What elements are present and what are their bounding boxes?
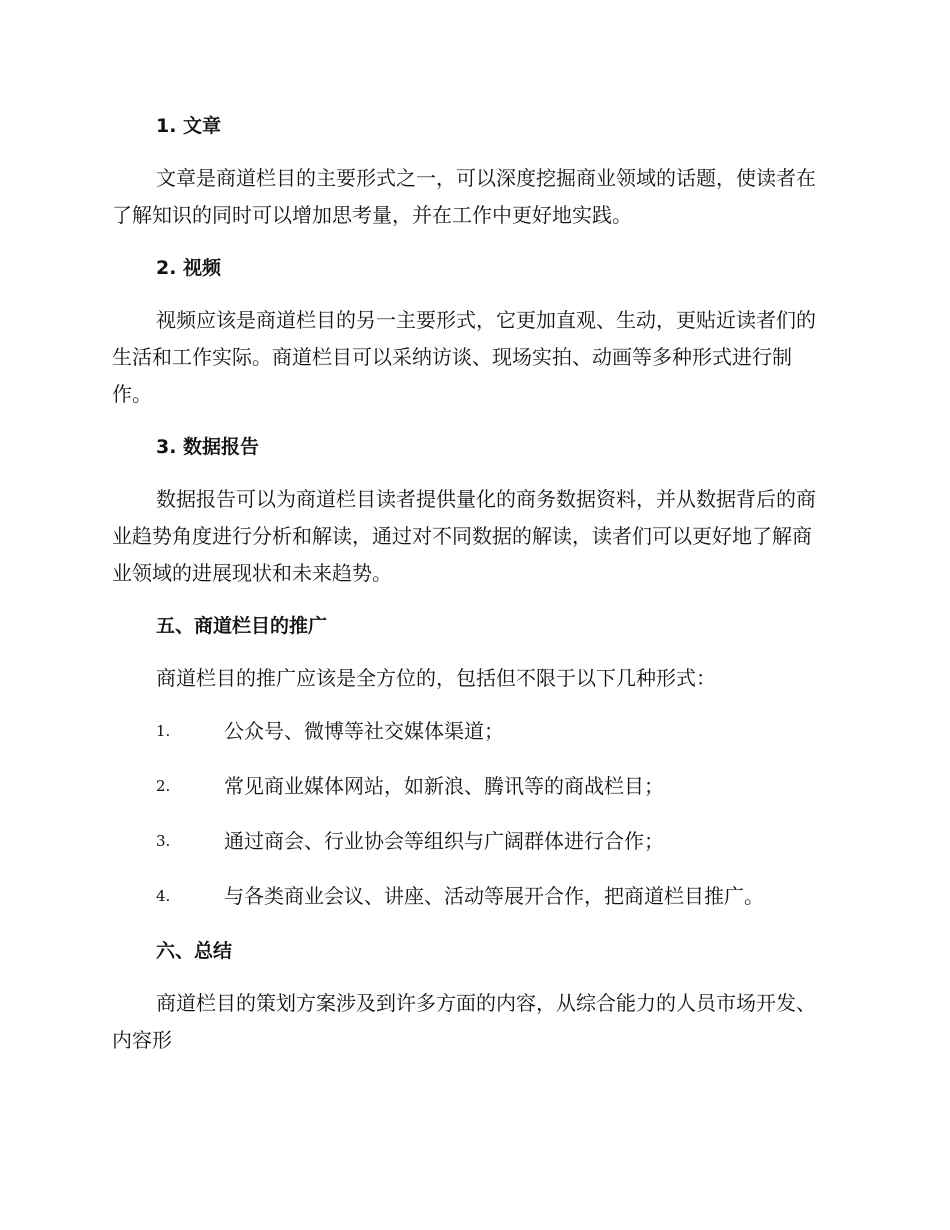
section-paragraph: 文章是商道栏目的主要形式之一，可以深度挖掘商业领域的话题，使读者在了解知识的同时可以增加思考量，并在工作中更好地实践。 — [112, 166, 816, 227]
list-item — [112, 713, 828, 749]
section-heading: 2. 视频 — [156, 257, 222, 279]
section-heading: 1. 文章 — [156, 115, 222, 137]
section-paragraph: 视频应该是商道栏目的另一主要形式，它更加直观、生动，更贴近读者们的生活和工作实际。商道栏目可以采纳访谈、现场实拍、动画等多种形式进行制作。 — [112, 308, 816, 406]
section-heading: 五、商道栏目的推广 — [156, 615, 328, 637]
section-paragraph: 商道栏目的推广应该是全方位的，包括但不限于以下几种形式： — [156, 666, 716, 690]
list-item — [112, 823, 828, 859]
list-item — [112, 878, 828, 914]
list-number: 2. — [156, 777, 171, 795]
list-number: 4. — [156, 887, 171, 905]
list-item — [112, 768, 828, 804]
section-promotion — [112, 608, 828, 914]
section-heading: 3. 数据报告 — [156, 436, 260, 458]
list-number: 3. — [156, 832, 171, 850]
document-page — [112, 108, 828, 1075]
list-text: 与各类商业会议、讲座、活动等展开合作，把商道栏目推广。 — [224, 884, 764, 908]
section-video — [112, 250, 828, 413]
list-text: 常见商业媒体网站，如新浪、腾讯等的商战栏目； — [224, 774, 664, 798]
section-article — [112, 108, 828, 234]
section-paragraph: 数据报告可以为商道栏目读者提供量化的商务数据资料，并从数据背后的商业趋势角度进行分析和解读，通过对不同数据的解读，读者们可以更好地了解商业领域的进展现状和未来趋势。 — [112, 487, 816, 585]
section-summary — [112, 933, 828, 1059]
section-data-report — [112, 429, 828, 592]
section-heading: 六、总结 — [156, 940, 233, 962]
promotion-list — [112, 713, 828, 914]
list-text: 通过商会、行业协会等组织与广阔群体进行合作； — [224, 829, 664, 853]
section-paragraph: 商道栏目的策划方案涉及到许多方面的内容，从综合能力的人员市场开发、内容形 — [112, 991, 816, 1052]
list-number: 1. — [156, 722, 171, 740]
list-text: 公众号、微博等社交媒体渠道； — [224, 719, 504, 743]
